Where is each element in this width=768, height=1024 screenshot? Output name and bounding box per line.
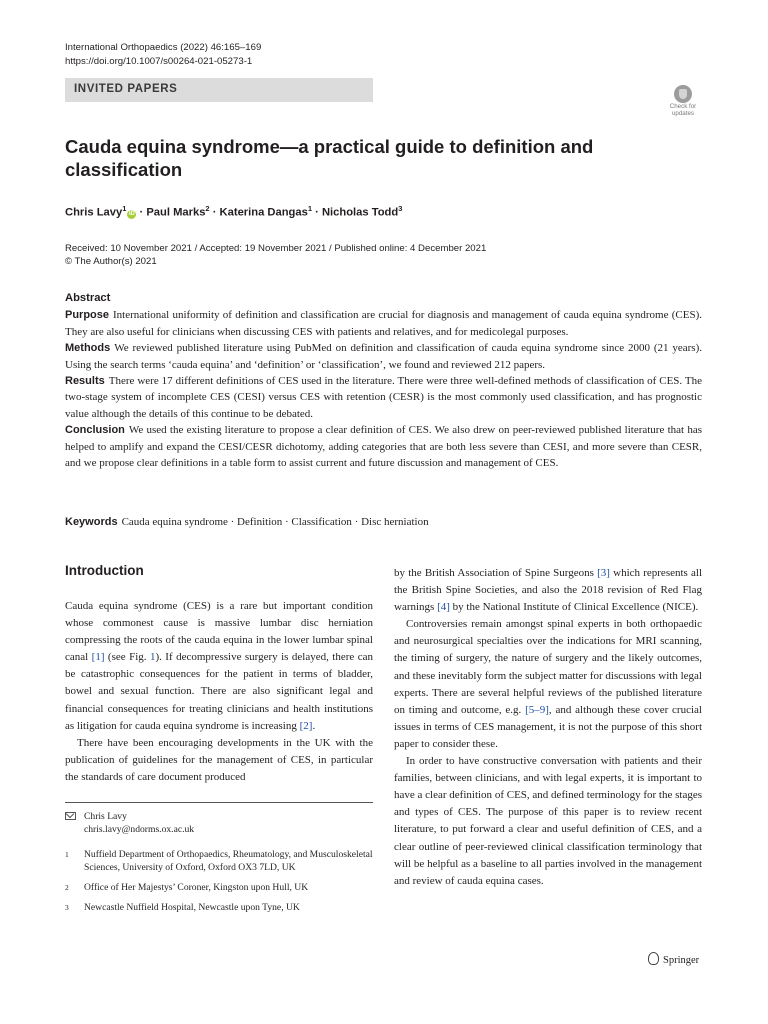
- right-column: [394, 565, 702, 890]
- keywords-label: Keywords: [65, 516, 118, 528]
- affiliation-mark: 3: [398, 204, 403, 213]
- citation-link[interactable]: [5–9]: [525, 703, 549, 716]
- section-label: INVITED PAPERS: [74, 83, 178, 95]
- abstract-results: Results There were 17 different definitions of CES used in the literature. There were three well-defined methods of classification of CES. The two-stage system of incomplete CES (CESI) versus CES with retention (CESR) is the most commonly used classification, and has prognostic value although the details of this continue to be debated.: [65, 375, 702, 420]
- copyright-line: © The Author(s) 2021: [65, 256, 157, 267]
- affiliation-3: 3 Newcastle Nuffield Hospital, Newcastle upon Tyne, UK: [65, 902, 300, 913]
- affiliation-number: 1: [65, 850, 69, 859]
- corresponding-email[interactable]: chris.lavy@ndorms.ox.ac.uk: [84, 824, 195, 835]
- affiliation-2: 2 Office of Her Majestys’ Coroner, Kingston upon Hull, UK: [65, 882, 309, 893]
- article-title: Cauda equina syndrome—a practical guide to definition and classification: [65, 136, 594, 180]
- citation-link[interactable]: [3]: [597, 567, 610, 579]
- abstract-conclusion: Conclusion We used the existing literature to propose a clear definition of CES. We also drew on peer-reviewed published literature that has helped to amplify and expand the CESI/CESR dichotomy, adding categories that are both less severe than CESI, and more severe than CESR, and we propose clear definitions in a table form to assist current and future discussion and management of CES.: [65, 424, 702, 470]
- author-list: Chris Lavy$^1$iD · Paul Marks$^2$ · Katerina Dangas$^1$ · Nicholas Todd$^3$: [65, 204, 403, 219]
- check-for-updates-badge[interactable]: [663, 85, 703, 125]
- affiliation-mark: 2: [205, 204, 210, 213]
- paragraph: Cauda equina syndrome (CES) is a rare but important condition whose commonest cause is massive lumbar disc herniation compressing the roots of the cauda equina in the lower lumbar spinal canal [1] (see Fig. 1). If decompressive surgery is delayed, there can be catastrophic consequences for the patient in terms of bladder, bowel and sexual function. There are also significant legal and financial consequences for treating clinicians and health institutions as litigation for cauda equina syndrome is increasing [2].: [65, 600, 373, 732]
- paragraph: There have been encouraging developments in the UK with the publication of guidelines for the management of CES, in particular the standards of care document produced: [65, 736, 373, 783]
- abstract-purpose: Purpose International uniformity of definition and classification are crucial for diagnosis and management of cauda equina syndrome (CES). They are also useful for clinicians when discussing CES with patients and relatives, and for medicolegal purposes.: [65, 309, 702, 338]
- section-heading-introduction: Introduction: [65, 563, 144, 578]
- affiliation-1: 1 Nuffield Department of Orthopaedics, Rheumatology, and Musculoskeletal Sciences, University of Oxford, Oxford OX3 7LD, UK: [65, 849, 373, 873]
- keywords-text: Cauda equina syndrome · Definition · Classification · Disc herniation: [121, 516, 429, 528]
- citation-link[interactable]: [2]: [299, 719, 313, 732]
- envelope-icon: [65, 812, 76, 820]
- publisher-mark: [648, 952, 699, 966]
- doi-link[interactable]: https://doi.org/10.1007/s00264-021-05273-1: [65, 56, 253, 67]
- publisher-name: Springer: [663, 955, 700, 966]
- author-name[interactable]: Paul Marks: [146, 206, 206, 219]
- abstract-methods: Methods We reviewed published literature using PubMed on definition and classification of cauda equina syndrome since 2000 (21 years). Using the search terms ‘cauda equina’ and ‘definition’ or ‘classification’, we found and reviewed 212 papers.: [65, 342, 702, 371]
- springer-horse-icon: [648, 952, 659, 965]
- footnote-divider: [65, 802, 373, 803]
- orcid-icon[interactable]: iD: [128, 210, 135, 217]
- check-updates-icon: [674, 85, 692, 103]
- corresponding-name: Chris Lavy: [84, 811, 127, 822]
- author-name[interactable]: Katerina Dangas: [219, 206, 308, 219]
- affiliation-number: 3: [65, 903, 69, 912]
- left-column: [65, 598, 373, 786]
- abstract: [65, 290, 702, 471]
- author-name[interactable]: Chris Lavy: [65, 206, 123, 219]
- dates-line: Received: 10 November 2021 / Accepted: 19 November 2021 / Published online: 4 December 2021: [65, 243, 487, 254]
- affiliation-mark: 1: [122, 204, 127, 213]
- citation-link[interactable]: [1]: [91, 651, 105, 664]
- author-name[interactable]: Nicholas Todd: [321, 206, 399, 219]
- paragraph: In order to have constructive conversation with patients and their families, between clinicians, and with legal experts, it is important to have a clear definition of CES, and defined terminology for the stages and types of CES. The purpose of this paper is to review recent literature, to put forward a clear and useful definition of CES, and a clear outline of peer-reviewed clinical classification terminology that will be helpful as a baseline to all parties involved in the management and review of cauda equina cases.: [394, 755, 702, 887]
- citation-link[interactable]: [4]: [437, 601, 450, 614]
- affiliation-number: 2: [65, 883, 69, 892]
- corresponding-author: [65, 810, 373, 836]
- journal-citation: International Orthopaedics (2022) 46:165–169: [65, 42, 262, 53]
- journal-citation-block: [65, 41, 261, 69]
- footnotes: [65, 810, 373, 921]
- paragraph: by the British Association of Spine Surgeons [3] which represents all the British Spine Societies, and also the 2018 revision of Red Flag warnings [4] by the National Institute of Clinical Excellence (NICE).: [394, 567, 703, 614]
- paragraph: Controversies remain amongst spinal experts in both orthopaedic and neurosurgical specialties over the indications for MRI scanning, the timing of surgery, the nature of surgery and the likely outcomes, and these inevitably form the subject matter for discussions with legal experts. There are several helpful reviews of the published literature on timing and outcome, e.g. [5–9], and although these cover crucial issues in terms of CES management, it is not the purpose of this short paper to consider these.: [394, 618, 702, 750]
- check-updates-label: Check for updates: [669, 103, 697, 117]
- publication-dates: [65, 242, 486, 268]
- figure-link[interactable]: 1: [149, 651, 156, 664]
- abstract-heading: Abstract: [65, 292, 111, 304]
- section-banner: [65, 78, 373, 102]
- affiliation-mark: 1: [307, 204, 313, 213]
- keywords: [65, 516, 429, 528]
